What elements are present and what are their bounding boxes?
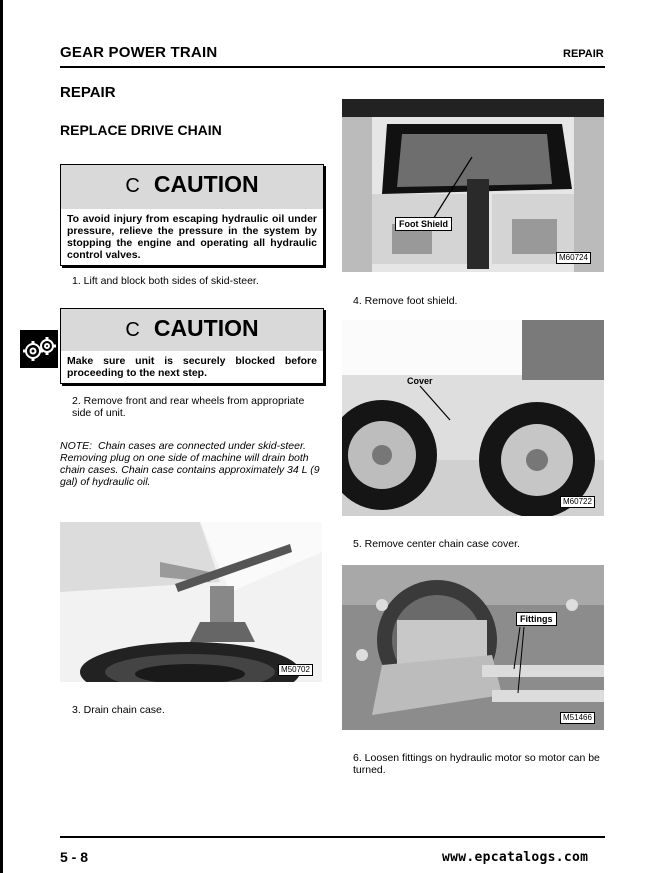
photo-drain-chain-case bbox=[60, 522, 322, 682]
figure-id-m51466: M51466 bbox=[560, 712, 595, 724]
caution-text-2: Make sure unit is securely blocked before proceeding to the next step. bbox=[61, 350, 323, 383]
subsection-heading: REPLACE DRIVE CHAIN bbox=[60, 122, 222, 138]
header-section: REPAIR bbox=[563, 48, 604, 60]
callout-fittings: Fittings bbox=[516, 612, 557, 626]
note bbox=[60, 440, 325, 488]
photo-fittings bbox=[342, 565, 604, 730]
photo-chain-case-cover bbox=[342, 320, 604, 516]
figure-id-m60722: M60722 bbox=[560, 496, 595, 508]
footer-rule bbox=[60, 836, 605, 838]
caution-box-2 bbox=[60, 308, 324, 384]
page-left-border bbox=[0, 0, 3, 873]
step-2: 2. Remove front and rear wheels from appropriate side of unit. bbox=[72, 395, 305, 419]
caution-text-1: To avoid injury from escaping hydraulic oil under pressure, relieve the pressure in the system by stopping the engine and operating all hydraulic control valves. bbox=[61, 208, 323, 265]
caution-symbol-icon: C bbox=[125, 175, 140, 197]
note-label: NOTE: bbox=[60, 440, 93, 452]
watermark-url: www.epcatalogs.com bbox=[442, 850, 589, 865]
caution-title-2: C CAUTION bbox=[125, 315, 259, 341]
step-3: 3. Drain chain case. bbox=[72, 704, 165, 716]
photo-foot-shield bbox=[342, 99, 604, 272]
section-tab bbox=[20, 330, 58, 368]
caution-title-1: C CAUTION bbox=[125, 171, 259, 197]
header-title: GEAR POWER TRAIN bbox=[60, 44, 218, 61]
caution-symbol-icon: C bbox=[125, 319, 140, 341]
gear-icon bbox=[20, 330, 58, 368]
step-6: 6. Loosen fittings on hydraulic motor so motor can be turned. bbox=[353, 752, 600, 776]
page-number: 5 - 8 bbox=[60, 849, 89, 865]
figure-id-m50702: M50702 bbox=[278, 664, 313, 676]
callout-cover: Cover bbox=[407, 376, 433, 386]
caution-box-1 bbox=[60, 164, 324, 266]
figure-id-m60724: M60724 bbox=[556, 252, 591, 264]
section-heading: REPAIR bbox=[60, 84, 116, 101]
step-5: 5. Remove center chain case cover. bbox=[353, 538, 520, 550]
step-1: 1. Lift and block both sides of skid-steer. bbox=[72, 275, 259, 287]
callout-foot-shield: Foot Shield bbox=[395, 217, 452, 231]
header-rule bbox=[60, 66, 605, 68]
note-text: Chain cases are connected under skid-steer. Removing plug on one side of machine will drain both chain cases. Chain case contains approximately 34 L (9 gal) of hydraulic oil. bbox=[60, 440, 320, 488]
step-4: 4. Remove foot shield. bbox=[353, 295, 458, 307]
